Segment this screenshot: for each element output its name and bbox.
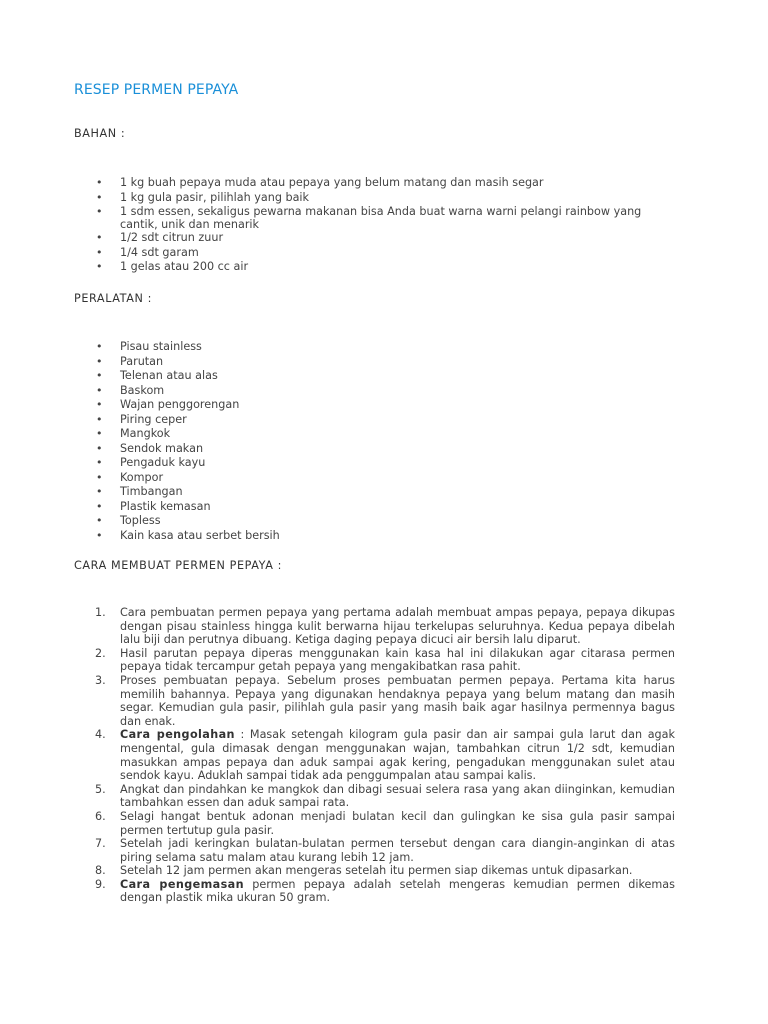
bullet-icon: • (96, 427, 103, 440)
list-item: • Kain kasa atau serbet bersih (96, 528, 280, 542)
step-number: 6. (95, 809, 106, 823)
list-item: 7. Setelah jadi keringkan bulatan-bulatan permen tersebut dengan cara diangin-anginkan di atas piring selama satu malam atau kurang lebih 12 jam. (95, 837, 675, 864)
bahan-list (0, 176, 768, 275)
bullet-icon: • (96, 470, 103, 484)
bullet-icon: • (96, 231, 103, 244)
peralatan-heading: PERALATAN : (74, 292, 152, 305)
cara-heading: CARA MEMBUAT PERMEN PEPAYA : (74, 559, 283, 572)
list-item: 5. Angkat dan pindahkan ke mangkok dan dibagi sesuai selera rasa yang akan diinginkan, kemudian tambahkan essen dan aduk sampai rata. (95, 782, 675, 810)
list-item: • Baskom (96, 383, 165, 397)
list-item: • 1 gelas atau 200 cc air (96, 260, 249, 273)
list-item: 3. Proses pembuatan pepaya. Sebelum proses pembuatan permen pepaya. Pertama kita harus memilih bahannya. Pepaya yang digunakan hendaknya pepaya yang belum matang dan masih segar. Kemudian gula pasir, pilihlah gula pasir yang masih baik agar hasilnya permennya bagus dan enak. (95, 673, 675, 728)
bullet-icon: • (96, 499, 103, 513)
list-item: • Parutan (96, 354, 164, 368)
bullet-icon: • (96, 528, 103, 542)
list-item: • 1/4 sdt garam (96, 245, 199, 259)
bullet-icon: • (96, 383, 103, 397)
list-item: • Pengaduk kayu (96, 456, 206, 469)
step-number: 7. (95, 837, 106, 851)
bullet-icon: • (96, 260, 103, 273)
bullet-icon: • (96, 340, 103, 353)
list-item: • Wajan penggorengan (96, 398, 240, 411)
bullet-icon: • (96, 176, 103, 189)
step-number: 4. (95, 728, 106, 742)
list-item: • Telenan atau alas (96, 369, 218, 382)
cara-steps-list (0, 606, 768, 905)
bullet-icon: • (96, 398, 103, 411)
bullet-icon: • (96, 485, 103, 498)
list-item: 9. Cara pengemasan permen pepaya adalah setelah mengeras kemudian permen dikemas dengan plastik mika ukuran 50 gram. (95, 877, 675, 905)
bahan-heading: BAHAN : (74, 127, 126, 140)
step-number: 1. (95, 606, 106, 619)
list-item: • Plastik kemasan (96, 499, 211, 513)
step-number: 8. (95, 864, 106, 878)
list-item: • 1 kg gula pasir, pilihlah yang baik (96, 190, 310, 204)
peralatan-list (0, 340, 768, 543)
list-item: 1. Cara pembuatan permen pepaya yang pertama adalah membuat ampas pepaya, pepaya dikupas dengan pisau stainless hingga kulit berwarna hijau terkelupas seluruhnya. Kedua pepaya dibelah lalu biji dan perutnya dibuang. Ketiga daging pepaya dicuci air bersih lalu diparut. (95, 606, 675, 647)
step-number: 9. (95, 877, 106, 891)
list-item: • Timbangan (96, 485, 183, 498)
list-item: • Sendok makan (96, 441, 204, 455)
bullet-icon: • (96, 205, 103, 218)
list-item: • 1 sdm essen, sekaligus pewarna makanan bisa Anda buat warna warni pelangi rainbow yang cantik, unik dan menarik (96, 205, 642, 231)
list-item: 4. Cara pengolahan : Masak setengah kilogram gula pasir dan air sampai gula larut dan agak mengental, gula dimasak dengan menggunakan wajan, tambahkan citrun 1/2 sdt, kemudian masukkan ampas pepaya dan aduk sampai agak kering, pengadukan menggunakan sulet atau sendok kayu. Aduklah sampai tidak ada penggumpalan atau sampai kalis. (95, 728, 675, 783)
list-item: • Kompor (96, 470, 164, 484)
bullet-icon: • (96, 441, 103, 455)
list-item: 2. Hasil parutan pepaya diperas menggunakan kain kasa hal ini dilakukan agar citarasa permen pepaya tidak tercampur getah pepaya yang mengakibatkan rasa pahit. (95, 646, 675, 674)
bullet-icon: • (96, 514, 103, 527)
bullet-icon: • (96, 245, 103, 259)
list-item: • Mangkok (96, 427, 171, 440)
step-number: 5. (95, 782, 106, 796)
list-item: • Piring ceper (96, 412, 187, 426)
list-item: • Topless (96, 514, 161, 527)
bullet-icon: • (96, 412, 103, 426)
list-item: 8. Setelah 12 jam permen akan mengeras setelah itu permen siap dikemas untuk dipasarkan. (95, 864, 633, 878)
bullet-icon: • (96, 354, 103, 368)
step-number: 3. (95, 673, 106, 687)
list-item: • 1 kg buah pepaya muda atau pepaya yang belum matang dan masih segar (96, 176, 544, 189)
bullet-icon: • (96, 190, 103, 204)
list-item: 6. Selagi hangat bentuk adonan menjadi bulatan kecil dan gulingkan ke sisa gula pasir sampai permen tertutup gula pasir. (95, 809, 675, 837)
list-item: • 1/2 sdt citrun zuur (96, 231, 224, 244)
list-item: • Pisau stainless (96, 340, 202, 353)
page-title: RESEP PERMEN PEPAYA (74, 82, 239, 98)
bullet-icon: • (96, 456, 103, 469)
bullet-icon: • (96, 369, 103, 382)
step-number: 2. (95, 646, 106, 660)
